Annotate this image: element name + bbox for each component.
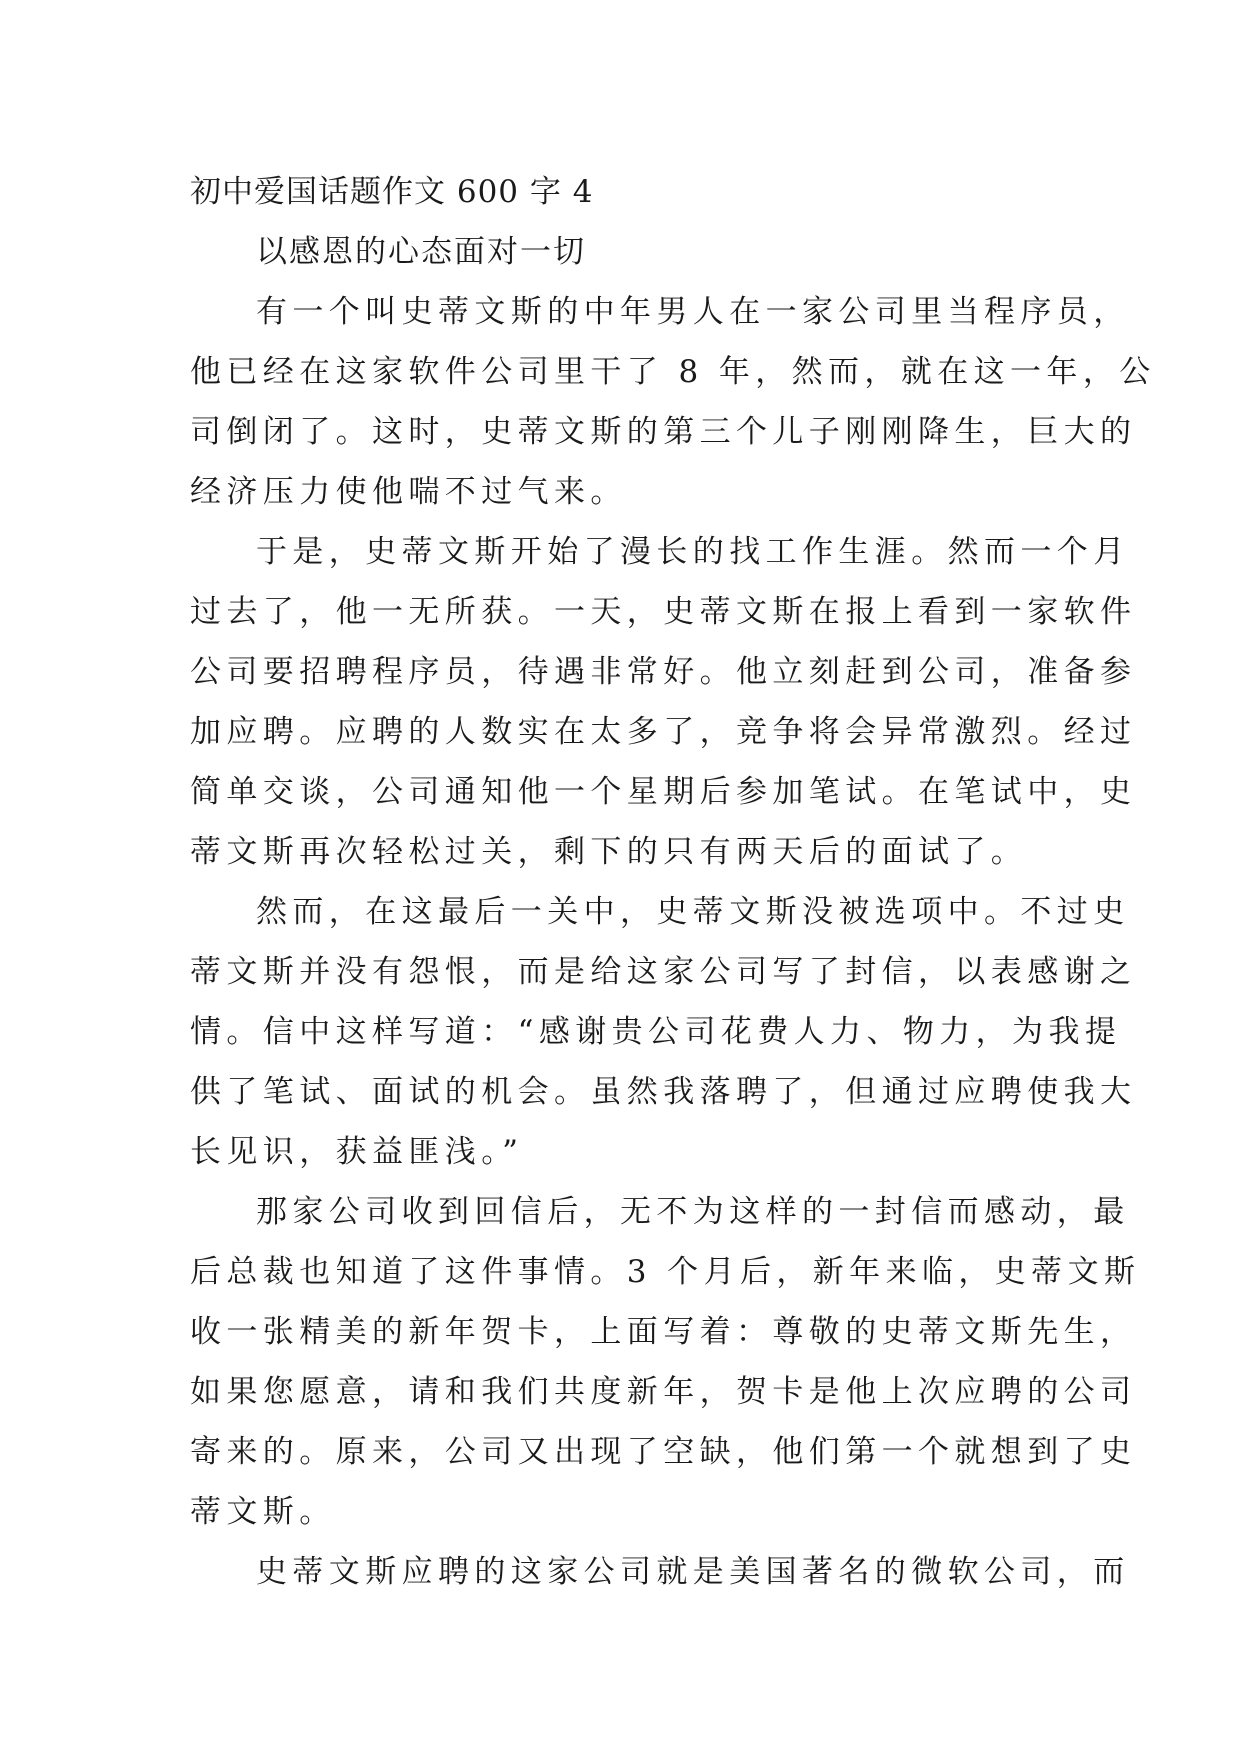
essay-title: 以感恩的心态面对一切 bbox=[256, 234, 586, 270]
paragraph-line: 蒂文斯再次轻松过关，剩下的只有两天后的面试了。 bbox=[190, 834, 1028, 870]
paragraph-line: 然而，在这最后一关中，史蒂文斯没被选项中。不过史 bbox=[256, 894, 1130, 930]
paragraph-line: 经济压力使他喘不过气来。 bbox=[190, 474, 627, 510]
paragraph-list bbox=[190, 282, 1156, 1602]
paragraph-line: 蒂文斯。 bbox=[190, 1494, 336, 1530]
paragraph-line: 简单交谈，公司通知他一个星期后参加笔试。在笔试中，史 bbox=[190, 774, 1137, 810]
paragraph-line: 加应聘。应聘的人数实在太多了，竞争将会异常激烈。经过 bbox=[190, 714, 1137, 750]
paragraph bbox=[190, 282, 1156, 522]
paragraph bbox=[190, 1542, 1130, 1602]
paragraph-line: 如果您愿意，请和我们共度新年，贺卡是他上次应聘的公司 bbox=[190, 1374, 1137, 1410]
paragraph-line: 过去了，他一无所获。一天，史蒂文斯在报上看到一家软件 bbox=[190, 594, 1137, 630]
paragraph bbox=[190, 522, 1137, 882]
paragraph-line: 于是，史蒂文斯开始了漫长的找工作生涯。然而一个月 bbox=[256, 534, 1130, 570]
paragraph-line: 有一个叫史蒂文斯的中年男人在一家公司里当程序员， bbox=[256, 294, 1130, 330]
paragraph-line: 寄来的。原来，公司又出现了空缺，他们第一个就想到了史 bbox=[190, 1434, 1137, 1470]
paragraph-line: 后总裁也知道了这件事情。3 个月后，新年来临，史蒂文斯 bbox=[190, 1254, 1141, 1290]
paragraph-line: 司倒闭了。这时，史蒂文斯的第三个儿子刚刚降生，巨大的 bbox=[190, 414, 1137, 450]
paragraph-line: 公司要招聘程序员，待遇非常好。他立刻赶到公司，准备参 bbox=[190, 654, 1137, 690]
paragraph bbox=[190, 1182, 1141, 1542]
paragraph-line: 收一张精美的新年贺卡，上面写着：尊敬的史蒂文斯先生， bbox=[190, 1314, 1137, 1350]
paragraph-line: 蒂文斯并没有怨恨，而是给这家公司写了封信，以表感谢之 bbox=[190, 954, 1137, 990]
document-title: 初中爱国话题作文 600 字 4 bbox=[190, 174, 594, 210]
paragraph-line: 情。信中这样写道：“感谢贵公司花费人力、物力，为我提 bbox=[190, 1014, 1122, 1050]
paragraph-line: 供了笔试、面试的机会。虽然我落聘了，但通过应聘使我大 bbox=[190, 1074, 1137, 1110]
paragraph-line: 史蒂文斯应聘的这家公司就是美国著名的微软公司，而 bbox=[256, 1554, 1130, 1590]
paragraph bbox=[190, 882, 1137, 1182]
paragraph-line: 长见识，获益匪浅。” bbox=[190, 1134, 524, 1170]
paragraph-line: 那家公司收到回信后，无不为这样的一封信而感动，最 bbox=[256, 1194, 1130, 1230]
document-body bbox=[190, 162, 1156, 1602]
paragraph-line: 他已经在这家软件公司里干了 8 年，然而，就在这一年，公 bbox=[190, 354, 1156, 390]
